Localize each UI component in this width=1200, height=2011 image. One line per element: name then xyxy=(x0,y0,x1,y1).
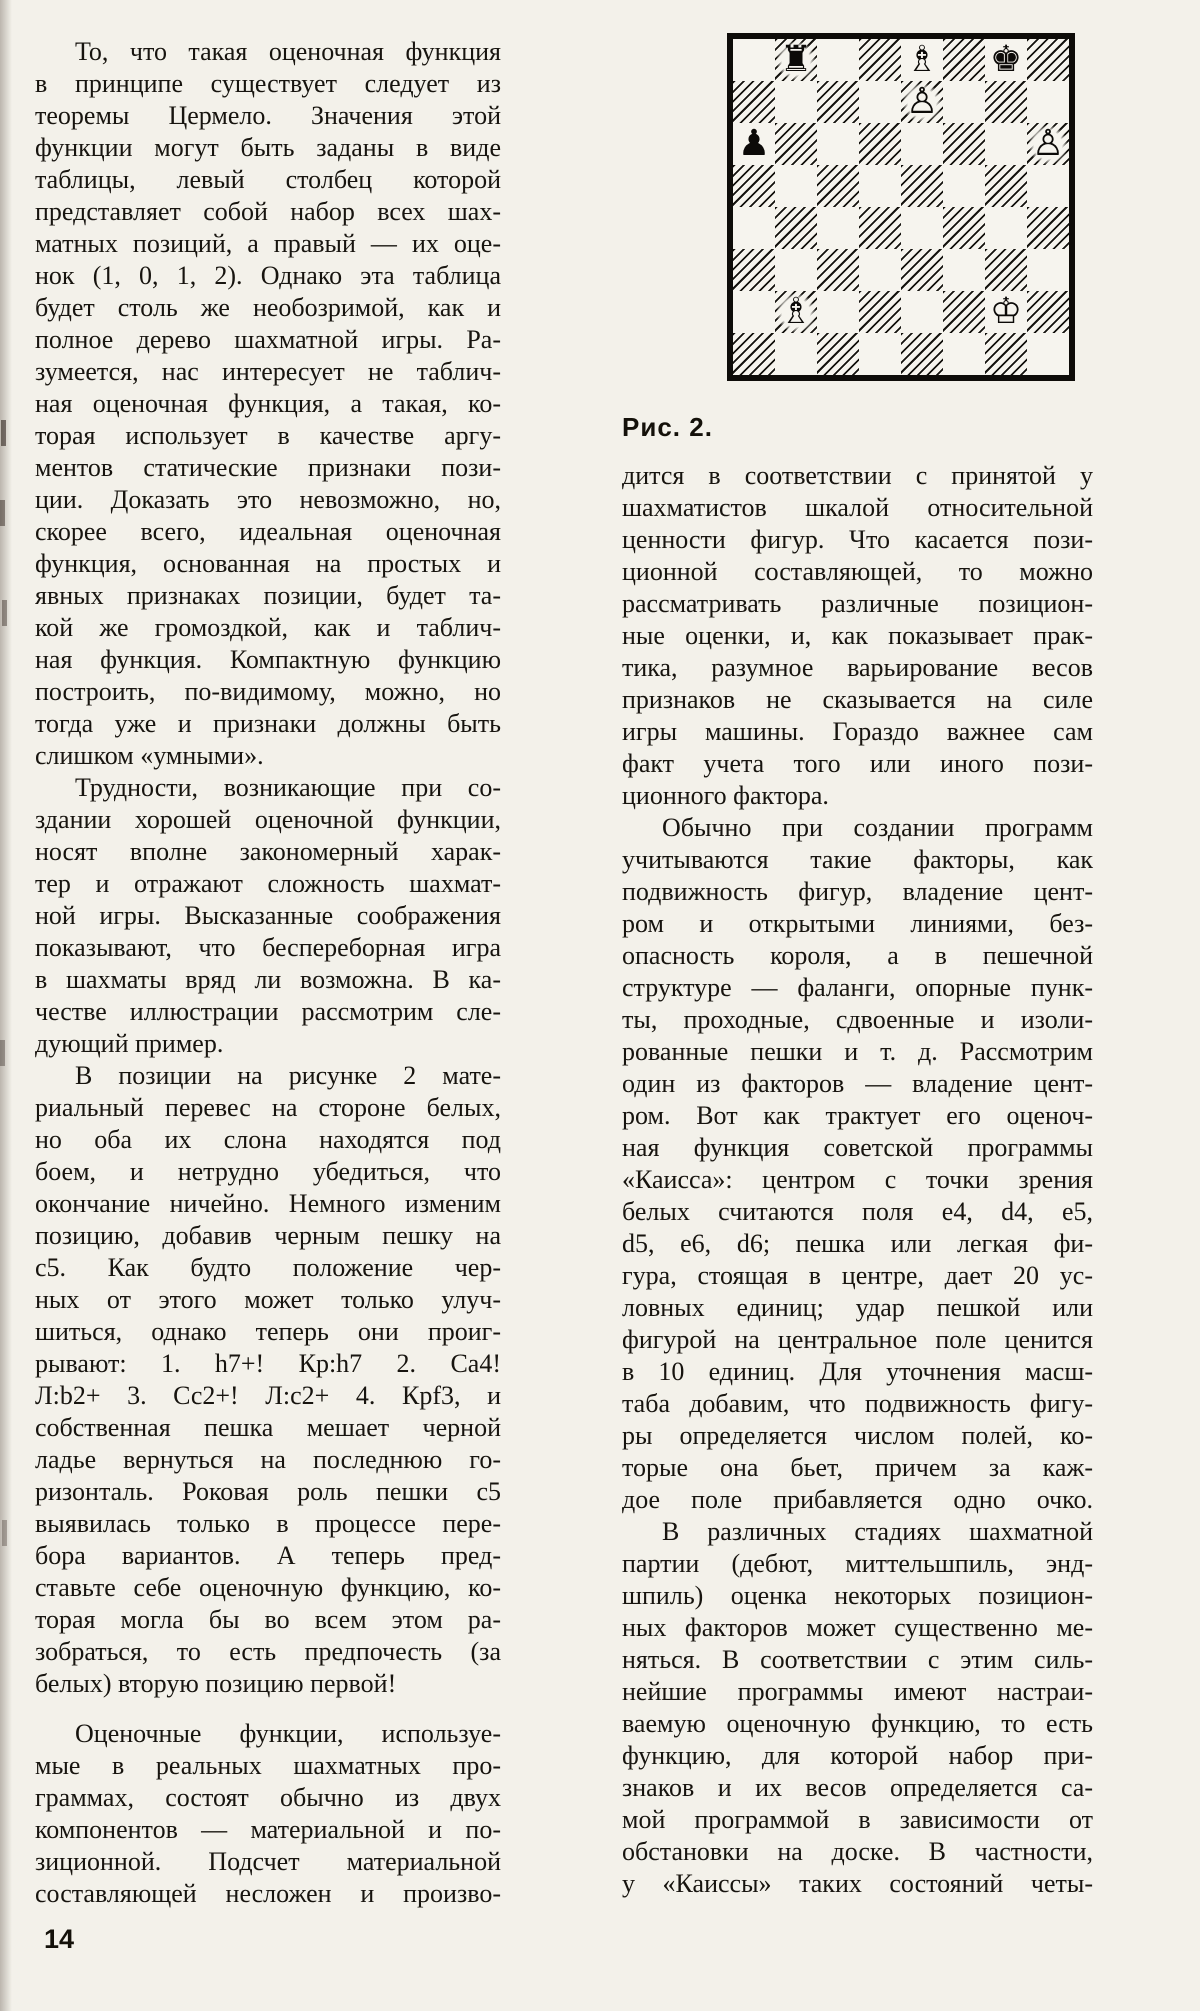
board-square-e7 xyxy=(901,81,943,123)
text-line: тика, разумное варьирование весов xyxy=(622,653,1093,682)
text-line: ловных единиц; удар пешкой или xyxy=(622,1293,1093,1322)
text-line: дится в соответствии с принятой у xyxy=(622,461,1093,490)
text-line: ладье вернуться на последнюю го- xyxy=(35,1445,501,1474)
board-square-d3 xyxy=(859,249,901,291)
board-square-c5 xyxy=(817,165,859,207)
board-square-d4 xyxy=(859,207,901,249)
text-line: рассматривать различные позицион- xyxy=(622,589,1093,618)
text-line: таба добавим, что подвижность фигу- xyxy=(622,1389,1093,1418)
text-line: в 10 единиц. Для уточнения масш- xyxy=(622,1357,1093,1386)
text-line: риальный перевес на стороне белых, xyxy=(35,1093,501,1122)
text-line: То, что такая оценочная функция xyxy=(75,37,501,66)
text-line: ты, проходные, сдвоенные и изоли- xyxy=(622,1005,1093,1034)
board-square-e6 xyxy=(901,123,943,165)
board-square-h1 xyxy=(1027,333,1069,375)
text-line: торая могла бы во всем этом ра- xyxy=(35,1605,501,1634)
text-line: функция, основанная на простых и xyxy=(35,549,501,578)
text-line: обстановки на доске. В частности, xyxy=(622,1837,1093,1866)
text-line: ции. Доказать это невозможно, но, xyxy=(35,485,501,514)
text-line: бора вариантов. А теперь пред- xyxy=(35,1541,501,1570)
text-line: функции могут быть заданы в виде xyxy=(35,133,501,162)
text-line: мые в реальных шахматных про- xyxy=(35,1751,501,1780)
board-square-h4 xyxy=(1027,207,1069,249)
board-square-c1 xyxy=(817,333,859,375)
board-square-h2 xyxy=(1027,291,1069,333)
text-line: структуре — фаланги, опорные пунк- xyxy=(622,973,1093,1002)
text-line: полное дерево шахматной игры. Ра- xyxy=(35,325,501,354)
text-line: дое поле прибавляется одно очко. xyxy=(622,1485,1093,1514)
text-line: ных от этого может только улуч- xyxy=(35,1285,501,1314)
piece-black-pawn: ♟ xyxy=(737,123,771,164)
text-line: кой же громоздкой, как и таблич- xyxy=(35,613,501,642)
text-line: ценности фигур. Что касается пози- xyxy=(622,525,1093,554)
text-line: d5, е6, d6; пешка или легкая фи- xyxy=(622,1229,1093,1258)
board-square-f4 xyxy=(943,207,985,249)
text-line: теоремы Цермело. Значения этой xyxy=(35,101,501,130)
board-square-d2 xyxy=(859,291,901,333)
board-square-c6 xyxy=(817,123,859,165)
board-square-a8 xyxy=(733,39,775,81)
text-line: один из факторов — владение цент- xyxy=(622,1069,1093,1098)
board-square-g6 xyxy=(985,123,1027,165)
text-line: Л:b2+ 3. Сс2+! Л:с2+ 4. Крf3, и xyxy=(35,1381,501,1410)
board-square-h8 xyxy=(1027,39,1069,81)
text-line: ная функция. Компактную функцию xyxy=(35,645,501,674)
text-line: функцию, для которой набор при- xyxy=(622,1741,1093,1770)
text-line: Трудности, возникающие при со- xyxy=(75,773,501,802)
board-square-g8 xyxy=(985,39,1027,81)
text-line: тер и отражают сложность шахмат- xyxy=(35,869,501,898)
text-line: ная функция советской программы xyxy=(622,1133,1093,1162)
text-line: зобраться, то есть предпочесть (за xyxy=(35,1637,501,1666)
text-line: торая использует в качестве аргу- xyxy=(35,421,501,450)
board-square-f5 xyxy=(943,165,985,207)
board-square-f1 xyxy=(943,333,985,375)
board-square-f2 xyxy=(943,291,985,333)
board-square-b7 xyxy=(775,81,817,123)
text-line: игры машины. Гораздо важнее сам xyxy=(622,717,1093,746)
board-square-g7 xyxy=(985,81,1027,123)
board-square-h5 xyxy=(1027,165,1069,207)
text-line: признаков не сказывается на силе xyxy=(622,685,1093,714)
paragraph xyxy=(622,460,1093,812)
scan-edge-shadow xyxy=(0,0,12,2011)
paragraph xyxy=(35,1718,501,1910)
board-square-e3 xyxy=(901,249,943,291)
figure-caption: Рис. 2. xyxy=(622,412,713,442)
board-square-b6 xyxy=(775,123,817,165)
piece-black-rook: ♜ xyxy=(775,39,817,81)
text-line: ваемую оценочную функцию, то есть xyxy=(622,1709,1093,1738)
text-line: граммах, состоят обычно из двух xyxy=(35,1783,501,1812)
text-line: белых считаются поля е4, d4, е5, xyxy=(622,1197,1093,1226)
text-line: составляющей несложен и произво- xyxy=(35,1879,501,1908)
board-square-c3 xyxy=(817,249,859,291)
board-square-e8 xyxy=(901,39,943,81)
text-line: компонентов — материальной и по- xyxy=(35,1815,501,1844)
piece-white-king: ♔ xyxy=(989,291,1023,332)
board-square-d1 xyxy=(859,333,901,375)
board-square-f8 xyxy=(943,39,985,81)
paragraph xyxy=(35,36,501,772)
text-line: ных факторов может существенно ме- xyxy=(622,1613,1093,1642)
board-square-d5 xyxy=(859,165,901,207)
board-square-g1 xyxy=(985,333,1027,375)
paragraph xyxy=(622,812,1093,1516)
text-line: ментов статические признаки пози- xyxy=(35,453,501,482)
board-square-b3 xyxy=(775,249,817,291)
board-square-h6 xyxy=(1027,123,1069,165)
text-line: ром и открытыми линиями, без- xyxy=(622,909,1093,938)
board-square-d8 xyxy=(859,39,901,81)
text-line: факт учета того или иного пози- xyxy=(622,749,1093,778)
text-line: зиционной. Подсчет материальной xyxy=(35,1847,501,1876)
text-line: собственная пешка мешает черной xyxy=(35,1413,501,1442)
piece-white-bishop: ♗ xyxy=(905,39,939,80)
piece-black-king: ♚ xyxy=(989,39,1023,80)
page-number: 14 xyxy=(44,1924,75,1954)
board-square-g4 xyxy=(985,207,1027,249)
board-square-e4 xyxy=(901,207,943,249)
text-line: «Каисса»: центром с точки зрения xyxy=(622,1165,1093,1194)
board-square-b8 xyxy=(775,39,817,81)
board-square-a3 xyxy=(733,249,775,291)
board-square-g3 xyxy=(985,249,1027,291)
piece-white-bishop: ♗ xyxy=(775,291,817,333)
text-line: Обычно при создании программ xyxy=(662,813,1093,842)
text-line: учитываются такие факторы, как xyxy=(622,845,1093,874)
text-line: честве иллюстрации рассмотрим сле- xyxy=(35,997,501,1026)
text-line: представляет собой набор всех шах- xyxy=(35,197,501,226)
text-line: показывают, что беспереборная игра xyxy=(35,933,501,962)
board-square-b2 xyxy=(775,291,817,333)
board-square-b4 xyxy=(775,207,817,249)
text-line: слишком «умными». xyxy=(35,741,264,770)
text-line: В позиции на рисунке 2 мате- xyxy=(75,1061,501,1090)
text-line: дующий пример. xyxy=(35,1029,224,1058)
board-square-g5 xyxy=(985,165,1027,207)
text-line: явных признаках позиции, будет та- xyxy=(35,581,501,610)
text-line: нейшие программы имеют настраи- xyxy=(622,1677,1093,1706)
text-line: таблицы, левый столбец которой xyxy=(35,165,501,194)
board-square-f7 xyxy=(943,81,985,123)
text-line: ной игры. Высказанные соображения xyxy=(35,901,501,930)
scan-edge-artifacts xyxy=(0,0,5,26)
text-line: няться. В соответствии с этим силь- xyxy=(622,1645,1093,1674)
board-square-h3 xyxy=(1027,249,1069,291)
text-line: подвижность фигур, владение цент- xyxy=(622,877,1093,906)
text-line: окончание ничейно. Немного изменим xyxy=(35,1189,501,1218)
board-square-a7 xyxy=(733,81,775,123)
text-line: с5. Как будто положение чер- xyxy=(35,1253,501,1282)
text-line: гура, стоящая в центре, дает 20 ус- xyxy=(622,1261,1093,1290)
text-line: ром. Вот как трактует его оценоч- xyxy=(622,1101,1093,1130)
board-square-f3 xyxy=(943,249,985,291)
text-line: шпиль) оценка некоторых позицион- xyxy=(622,1581,1093,1610)
board-square-a1 xyxy=(733,333,775,375)
board-square-f6 xyxy=(943,123,985,165)
text-line: ционной составляющей, то можно xyxy=(622,557,1093,586)
text-line: скорее всего, идеальная оценочная xyxy=(35,517,501,546)
text-line: рывают: 1. h7+! Кр:h7 2. Са4! xyxy=(35,1349,501,1378)
piece-white-pawn: ♙ xyxy=(901,81,943,123)
paragraph xyxy=(35,1060,501,1700)
text-line: рованные пешки и т. д. Рассмотрим xyxy=(622,1037,1093,1066)
piece-white-pawn: ♙ xyxy=(1027,123,1069,165)
board-square-a2 xyxy=(733,291,775,333)
text-line: ные оценки, и, как показывает прак- xyxy=(622,621,1093,650)
board-square-b5 xyxy=(775,165,817,207)
text-line: тогда уже и признаки должны быть xyxy=(35,709,501,738)
board-square-d7 xyxy=(859,81,901,123)
text-line: выявилась только в процессе пере- xyxy=(35,1509,501,1538)
text-line: матных позиций, а правый — их оце- xyxy=(35,229,501,258)
paragraph xyxy=(622,1516,1093,1900)
board-square-c7 xyxy=(817,81,859,123)
text-line: в шахматы вряд ли возможна. В ка- xyxy=(35,965,501,994)
text-line: знаков и их весов определяется са- xyxy=(622,1773,1093,1802)
paragraph xyxy=(35,772,501,1060)
text-line: боем, и нетрудно убедиться, что xyxy=(35,1157,501,1186)
text-line: носят вполне закономерный харак- xyxy=(35,837,501,866)
text-line: Оценочные функции, используе- xyxy=(75,1719,501,1748)
text-line: но оба их слона находятся под xyxy=(35,1125,501,1154)
board-square-e5 xyxy=(901,165,943,207)
text-line: зумеется, нас интересует не таблич- xyxy=(35,357,501,386)
left-text-column xyxy=(35,36,501,1910)
text-line: ры определяется числом полей, ко- xyxy=(622,1421,1093,1450)
text-line: ная оценочная функция, а такая, ко- xyxy=(35,389,501,418)
text-line: шахматистов шкалой относительной xyxy=(622,493,1093,522)
right-text-column xyxy=(622,460,1093,1900)
board-square-a4 xyxy=(733,207,775,249)
text-line: мой программой в зависимости от xyxy=(622,1805,1093,1834)
board-square-e1 xyxy=(901,333,943,375)
text-line: нок (1, 0, 1, 2). Однако эта таблица xyxy=(35,261,501,290)
board-square-c2 xyxy=(817,291,859,333)
board-square-a5 xyxy=(733,165,775,207)
text-line: торые она бьет, причем за каж- xyxy=(622,1453,1093,1482)
text-line: опасность короля, а в пешечной xyxy=(622,941,1093,970)
text-line: будет столь же необозримой, как и xyxy=(35,293,501,322)
board-square-b1 xyxy=(775,333,817,375)
board-square-h7 xyxy=(1027,81,1069,123)
text-line: фигурой на центральное поле ценится xyxy=(622,1325,1093,1354)
text-line: здании хорошей оценочной функции, xyxy=(35,805,501,834)
text-line: построить, по-видимому, можно, но xyxy=(35,677,501,706)
board-square-e2 xyxy=(901,291,943,333)
board-square-c8 xyxy=(817,39,859,81)
text-line: в принципе существует следует из xyxy=(35,69,501,98)
text-line: у «Каиссы» таких состояний четы- xyxy=(622,1869,1093,1898)
text-line: белых) вторую позицию первой! xyxy=(35,1669,397,1698)
chess-board xyxy=(727,33,1075,381)
text-line: ризонталь. Роковая роль пешки с5 xyxy=(35,1477,501,1506)
text-line: шиться, однако теперь они проиг- xyxy=(35,1317,501,1346)
text-line: ставьте себе оценочную функцию, ко- xyxy=(35,1573,501,1602)
text-line: ционного фактора. xyxy=(622,781,829,810)
board-square-c4 xyxy=(817,207,859,249)
board-square-d6 xyxy=(859,123,901,165)
text-line: В различных стадиях шахматной xyxy=(662,1517,1093,1546)
board-square-a6 xyxy=(733,123,775,165)
text-line: позицию, добавив черным пешку на xyxy=(35,1221,501,1250)
text-line: партии (дебют, миттельшпиль, энд- xyxy=(622,1549,1093,1578)
board-square-g2 xyxy=(985,291,1027,333)
